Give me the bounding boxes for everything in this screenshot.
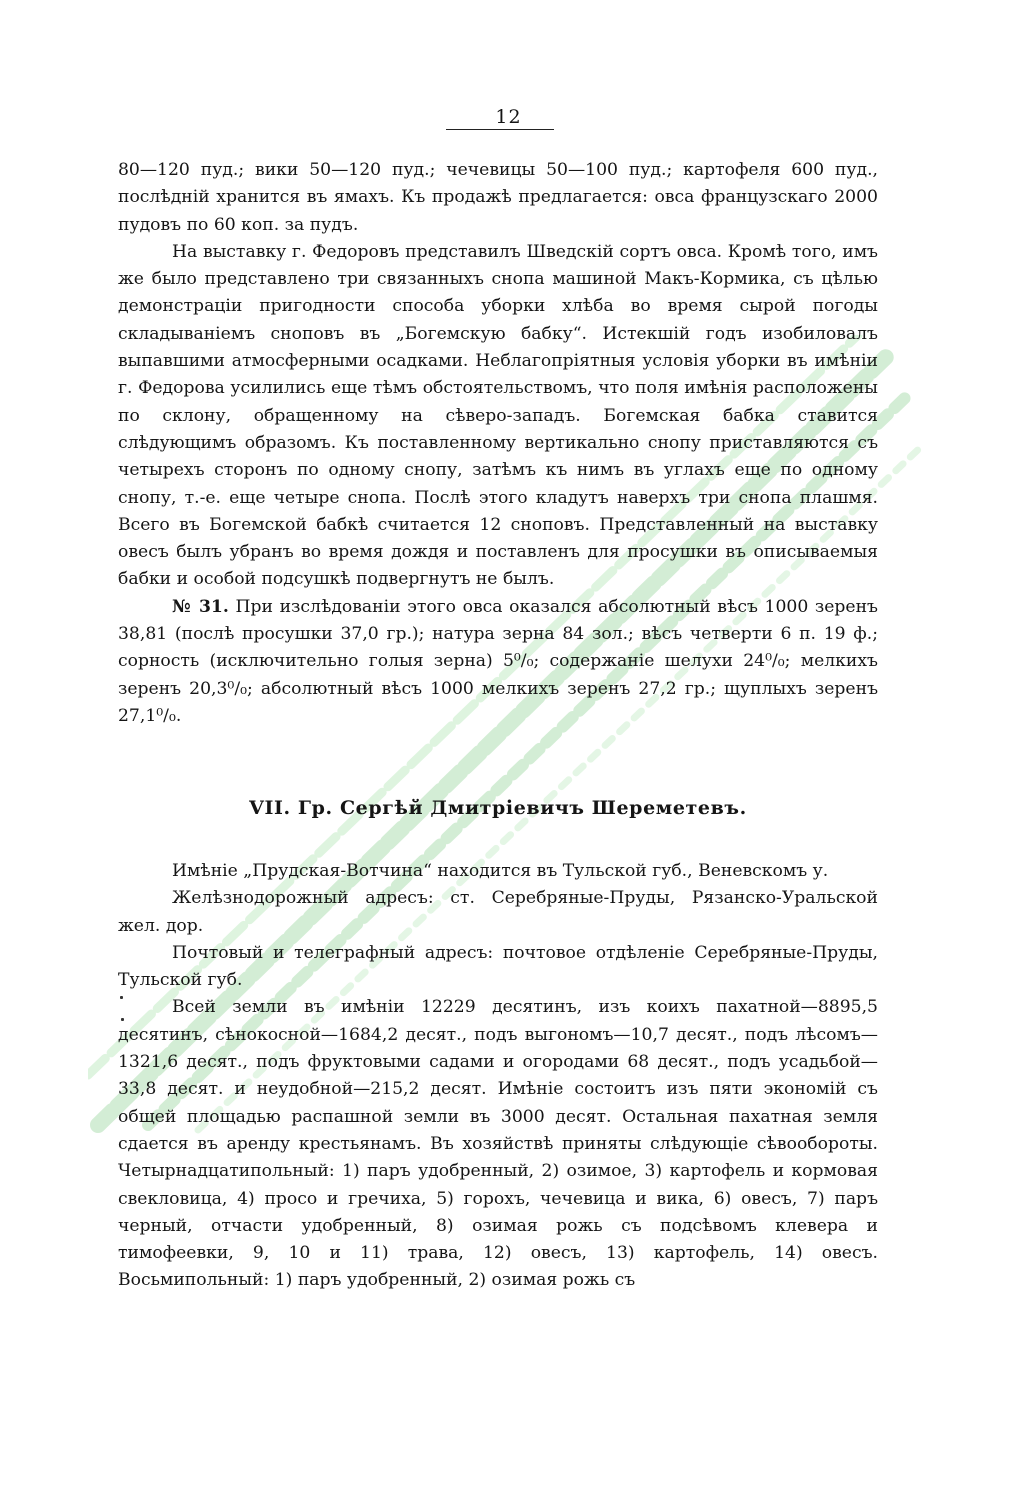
paragraph-railway-address: Желѣзнодорожный адресъ: ст. Серебряные-Пруды, Рязанско-Уральской жел. дор.	[118, 888, 878, 936]
paragraph-land-use: Всей земли въ имѣніи 12229 десятинъ, изъ коихъ пахатной—8895,5 десятинъ, сѣнокосной—1684,2 десят., подъ выгономъ—10,7 десят., подъ лѣсомъ—1321,6 десят., подъ фруктовыми садами и огородами 68 десят., подъ усадьбой—33,8 десят. и неудобной—215,2 десят. Имѣніе состоитъ изъ пяти экономій съ общей площадью распашной земли въ 3000 десят. Остальная пахатная земля сдается въ аренду крестьянамъ. Въ хозяйствѣ приняты слѣдующіе сѣвообороты. Четырнадцатипольный: 1) паръ удобренный, 2) озимое, 3) картофель и кормовая свекловица, 4) просо и гречиха, 5) горохъ, чечевица и вика, 6) овесъ, 7) паръ черный, отчасти удобренный, 8) озимая рожь съ подсѣвомъ клевера и тимофеевки, 9, 10 и 11) трава, 12) овесъ, 13) картофель, 14) овесъ. Восьмипольный: 1) паръ удобренный, 2) озимая рожь съ	[118, 997, 878, 1291]
sample-analysis: При изслѣдованіи этого овса оказался абсолютный вѣсъ 1000 зеренъ 38,81 (послѣ просушки 37,0 гр.); натура зерна 84 зол.; вѣсъ четверти 6 п. 19 ф.; сорность (исключительно голыя зерна) 5⁰/₀; содержаніе шелухи 24⁰/₀; мелкихъ зеренъ 20,3⁰/₀; абсолютный вѣсъ 1000 мелкихъ зеренъ 27,2 гр.; щуплыхъ зеренъ 27,1⁰/₀.	[118, 596, 878, 726]
page-number-rule	[446, 129, 554, 130]
sample-number: № 31.	[172, 596, 229, 617]
paragraph-sample-31	[118, 594, 878, 730]
section-heading: VII. Гр. Сергѣй Дмитріевичъ Шереметевъ.	[249, 797, 747, 819]
paragraph-continuation: 80—120 пуд.; вики 50—120 пуд.; чечевицы 50—100 пуд.; картофеля 600 пуд., послѣдній хранится въ ямахъ. Къ продажѣ предлагается: овса французскаго 2000 пудовъ по 60 коп. за пудъ.	[118, 160, 878, 235]
text-block-top	[118, 157, 878, 730]
scan-speck	[120, 996, 123, 999]
paragraph-fedorov-exhibit: На выставку г. Федоровъ представилъ Шведскій сортъ овса. Кромѣ того, имъ же было представлено три связанныхъ снопа машиной Макъ-Кормика, съ цѣлью демонстраціи пригодности способа уборки хлѣба во время сырой погоды складываніемъ сноповъ въ „Богемскую бабку“. Истекшій годъ изобиловалъ выпавшими атмосферными осадками. Неблагопріятныя условія уборки въ имѣніи г. Федорова усилились еще тѣмъ обстоятельствомъ, что поля имѣнія расположены по склону, обращенному на сѣверо-западъ. Богемская бабка ставится слѣдующимъ образомъ. Къ поставленному вертикально снопу приставляются съ четырехъ сторонъ по одному снопу, затѣмъ къ нимъ въ углахъ еще по одному снопу, т.-е. еще четыре снопа. Послѣ этого кладутъ наверхъ три снопа плашмя. Всего въ Богемской бабкѣ считается 12 сноповъ. Представленный на выставку овесъ былъ убранъ во время дождя и поставленъ для просушки въ описываемыя бабки и особой подсушкѣ подвергнутъ не былъ.	[118, 241, 878, 590]
paragraph-postal-address: Почтовый и телеграфный адресъ: почтовое отдѣленіе Серебряные-Пруды, Тульской губ.	[118, 942, 878, 991]
scan-speck	[121, 1018, 124, 1021]
paragraph-estate-location: Имѣніе „Прудская-Вотчина“ находится въ Тульской губ., Веневскомъ у.	[172, 861, 829, 881]
text-block-bottom	[118, 858, 878, 1295]
page-number: 12	[495, 106, 522, 128]
